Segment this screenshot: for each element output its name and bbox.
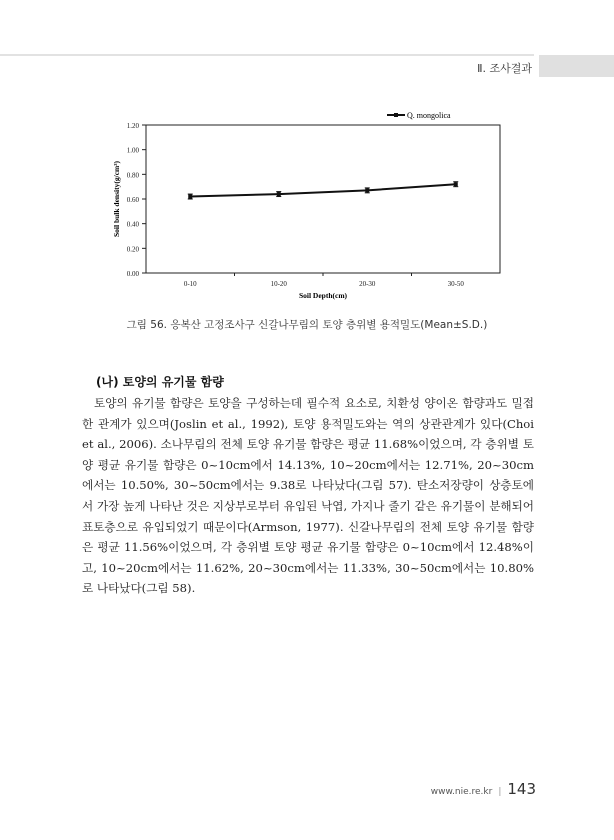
- data-point: [454, 182, 458, 186]
- paragraph: 토양의 유기물 함량은 토양을 구성하는데 필수적 요소로, 치환성 양이온 함량과도 밀접한 관계가 있으며(Joslin et al., 1992), 토양 용적밀도와는 역의 상관관계가 있다(Choi et al., 2006). 소나무림의 전체 토양 유기물 함량은 평균 11.68%이었으며, 각 층위별 토양 평균 유기물 함량은 0~10cm에서 14.13%, 10~20cm에서는 12.71%, 20~30cm에서는 10.50%, 30~50cm에서는 9.38로 나타났다(그림 57). 탄소저장량이 상층토에서 가장 높게 나타난 것은 지상부로부터 유입된 낙엽, 가지나 줄기 같은 유기물이 분해되어 표토층으로 유입되었기 때문이다(Armson, 1977). 신갈나무림의 전체 토양 유기물 함량은 평균 11.56%이었으며, 각 층위별 토양 평균 유기물 함량은 0~10cm에서 12.48%이고, 10~20cm에서는 11.62%, 20~30cm에서는 11.33%, 30~50cm에서는 10.80%로 나타났다(그림 58).: [82, 396, 534, 596]
- footer-url: www.nie.re.kr: [430, 787, 493, 797]
- y-tick-label: 0.00: [126, 270, 139, 278]
- y-tick-label: 0.80: [126, 171, 139, 180]
- figure-caption: 그림 56. 응복산 고정조사구 신갈나무림의 토양 층위별 용적밀도(Mean±S.D.): [126, 319, 488, 331]
- body-text: [82, 393, 534, 599]
- data-point: [365, 188, 369, 192]
- footer-separator: |: [498, 787, 502, 797]
- y-tick-label: 0.40: [126, 220, 139, 229]
- y-tick-label: 0.20: [126, 245, 139, 254]
- y-axis-label: Soil bulk density(g/cm³): [112, 160, 121, 238]
- plot-frame: [146, 125, 500, 273]
- y-tick-label: 1.20: [126, 122, 139, 130]
- x-tick-label: 30-50: [447, 280, 464, 288]
- x-axis-label: Soil Depth(cm): [298, 291, 348, 300]
- legend-marker: [394, 113, 398, 117]
- legend-label: Q. mongolica: [407, 111, 451, 120]
- data-point: [277, 192, 281, 196]
- header-rule: [0, 54, 534, 56]
- x-tick-label: 20-30: [359, 280, 376, 288]
- section-title: Ⅱ. 조사결과: [477, 62, 532, 75]
- bulk-density-chart: [95, 105, 515, 305]
- page-footer: [431, 780, 536, 798]
- y-tick-label: 0.60: [126, 196, 139, 204]
- page-number: 143: [507, 780, 536, 798]
- series-line: [190, 184, 456, 196]
- subheading: (나) 토양의 유기물 함량: [96, 375, 224, 389]
- header-tab-block: [539, 55, 614, 77]
- y-tick-label: 1.00: [126, 146, 139, 155]
- x-tick-label: 0-10: [183, 280, 197, 288]
- x-tick-label: 10-20: [270, 280, 287, 288]
- data-point: [188, 195, 192, 199]
